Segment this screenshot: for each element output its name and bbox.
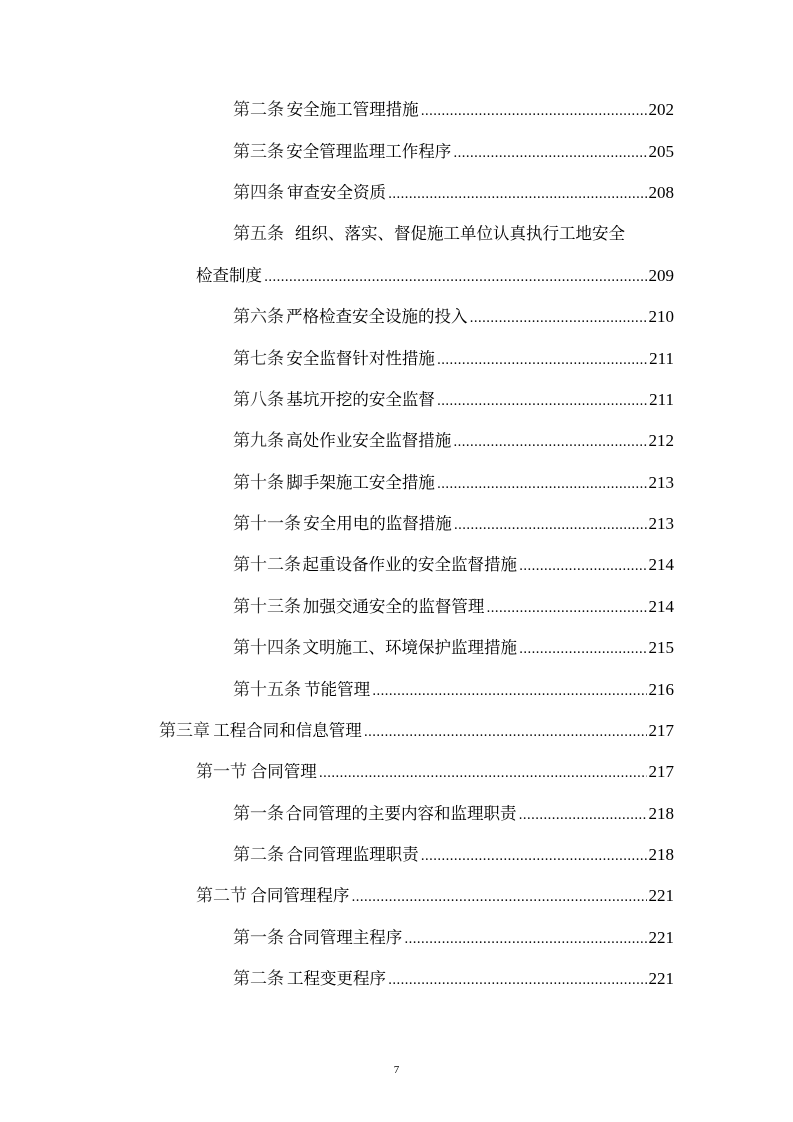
dot-leader [264, 263, 647, 293]
toc-entry-page: 221 [648, 928, 674, 947]
toc-entry-number: 第五条 [233, 224, 284, 244]
dot-leader [351, 883, 646, 913]
toc-entry-number: 第十二条 [233, 555, 301, 575]
toc-entry-title: 严格检查安全设施的投入 [286, 307, 468, 326]
toc-entry-number: 第九条 [233, 431, 284, 451]
toc-entry-number: 第一条 [233, 928, 284, 948]
dot-leader [437, 387, 647, 417]
toc-entry-page: 218 [648, 845, 674, 864]
toc-entry-number: 第二条 [233, 845, 284, 865]
dot-leader [404, 925, 646, 955]
toc-section-number: 第二节 [196, 886, 247, 906]
toc-entry-page: 210 [648, 307, 674, 326]
dot-leader [454, 511, 647, 541]
toc-section-title: 合同管理 [250, 762, 317, 781]
toc-entry[interactable] [233, 95, 674, 125]
toc-section-number: 第一节 [196, 762, 247, 782]
toc-entry-page: 213 [648, 514, 674, 533]
toc-entry-page: 214 [648, 555, 674, 574]
toc-entry-title: 文明施工、环境保护监理措施 [302, 638, 517, 657]
dot-leader [388, 966, 647, 996]
toc-entry-number: 第二条 [233, 100, 284, 120]
dot-leader [453, 139, 646, 169]
toc-entry-title: 节能管理 [304, 680, 371, 699]
toc-entry-page: 213 [648, 473, 674, 492]
toc-entry-number: 第十四条 [233, 638, 301, 658]
page-number: 7 [393, 1064, 400, 1076]
toc-entry-title: 高处作业安全监督措施 [286, 431, 452, 450]
toc-entry[interactable] [233, 344, 674, 374]
toc-section-title: 合同管理程序 [250, 886, 350, 905]
toc-chapter-number: 第三章 [159, 721, 210, 741]
toc-section[interactable] [196, 757, 674, 787]
toc-entry[interactable] [233, 964, 674, 994]
dot-leader [372, 677, 646, 707]
dot-leader [486, 594, 646, 624]
toc-entry-page: 218 [648, 804, 674, 823]
toc-entry-title-continuation: 检查制度 [196, 266, 262, 285]
toc-entry-number: 第十条 [233, 473, 284, 493]
toc-entry[interactable] [233, 550, 674, 580]
toc-entry-continuation[interactable] [196, 261, 674, 291]
toc-entry-number: 第二条 [233, 969, 284, 989]
toc-entry[interactable] [233, 385, 674, 415]
toc-entry[interactable] [233, 137, 674, 167]
toc-section-page: 217 [648, 762, 674, 781]
toc-entry-title: 审查安全资质 [286, 183, 386, 202]
toc-entry[interactable] [233, 302, 674, 332]
toc-entry[interactable] [233, 592, 674, 622]
toc-entry-title: 合同管理监理职责 [286, 845, 419, 864]
toc-entry[interactable] [233, 633, 674, 663]
toc-entry-title: 组织、落实、督促施工单位认真执行工地安全 [295, 224, 625, 243]
toc-section[interactable] [196, 881, 674, 911]
toc-entry-title: 安全施工管理措施 [286, 100, 419, 119]
toc-entry[interactable] [233, 426, 674, 456]
toc-entry-title: 安全管理监理工作程序 [286, 142, 452, 161]
toc-entry-page: 211 [649, 390, 674, 409]
toc-entry-number: 第三条 [233, 142, 284, 162]
toc-entry-title: 合同管理的主要内容和监理职责 [285, 804, 517, 823]
dot-leader [470, 304, 647, 334]
toc-chapter[interactable] [159, 716, 674, 746]
dot-leader [421, 842, 647, 872]
dot-leader [453, 428, 646, 458]
toc-entry-number: 第十一条 [233, 514, 301, 534]
toc-entry-number: 第一条 [233, 804, 284, 824]
toc-entry-page: 202 [648, 100, 674, 119]
toc-entry-page: 209 [648, 266, 674, 285]
dot-leader [437, 470, 647, 500]
toc-entry[interactable] [233, 675, 674, 705]
dot-leader [519, 635, 647, 665]
toc-entry-title: 安全监督针对性措施 [286, 349, 435, 368]
dot-leader [519, 552, 647, 582]
toc-entry-number: 第十五条 [233, 680, 301, 700]
toc-entry-page: 212 [648, 431, 674, 450]
toc-entry[interactable] [233, 468, 674, 498]
dot-leader [319, 759, 647, 789]
toc-chapter-title: 工程合同和信息管理 [213, 721, 362, 740]
toc-entry-title: 工程变更程序 [286, 969, 386, 988]
dot-leader [388, 180, 647, 210]
toc-entry-title: 起重设备作业的安全监督措施 [302, 555, 517, 574]
toc-entry-page: 205 [648, 142, 674, 161]
toc-entry-number: 第十三条 [233, 597, 301, 617]
toc-entry-title: 安全用电的监督措施 [303, 514, 452, 533]
toc-entry-number: 第七条 [233, 349, 284, 369]
dot-leader [364, 718, 647, 748]
toc-entry-page: 221 [648, 969, 674, 988]
dot-leader [421, 97, 647, 127]
toc-entry-page: 215 [648, 638, 674, 657]
dot-leader [518, 801, 646, 831]
toc-entry-title: 加强交通安全的监督管理 [302, 597, 485, 616]
toc-entry-number: 第四条 [233, 183, 284, 203]
toc-entry[interactable] [233, 178, 674, 208]
toc-entry-number: 第六条 [233, 307, 284, 327]
dot-leader [437, 346, 647, 376]
toc-entry[interactable] [233, 923, 674, 953]
toc-entry-title: 基坑开挖的安全监督 [286, 390, 435, 409]
toc-entry[interactable] [233, 799, 674, 829]
toc-entry-page: 214 [648, 597, 674, 616]
toc-entry[interactable] [233, 509, 674, 539]
toc-section-page: 221 [648, 886, 674, 905]
toc-entry-number: 第八条 [233, 390, 284, 410]
toc-entry-first-line[interactable] [233, 219, 625, 249]
toc-entry[interactable] [233, 840, 674, 870]
toc-entry-page: 216 [648, 680, 674, 699]
toc-entry-title: 合同管理主程序 [286, 928, 403, 947]
toc-entry-page: 208 [648, 183, 674, 202]
toc-entry-page: 211 [649, 349, 674, 368]
toc-chapter-page: 217 [648, 721, 674, 740]
toc-entry-title: 脚手架施工安全措施 [286, 473, 435, 492]
